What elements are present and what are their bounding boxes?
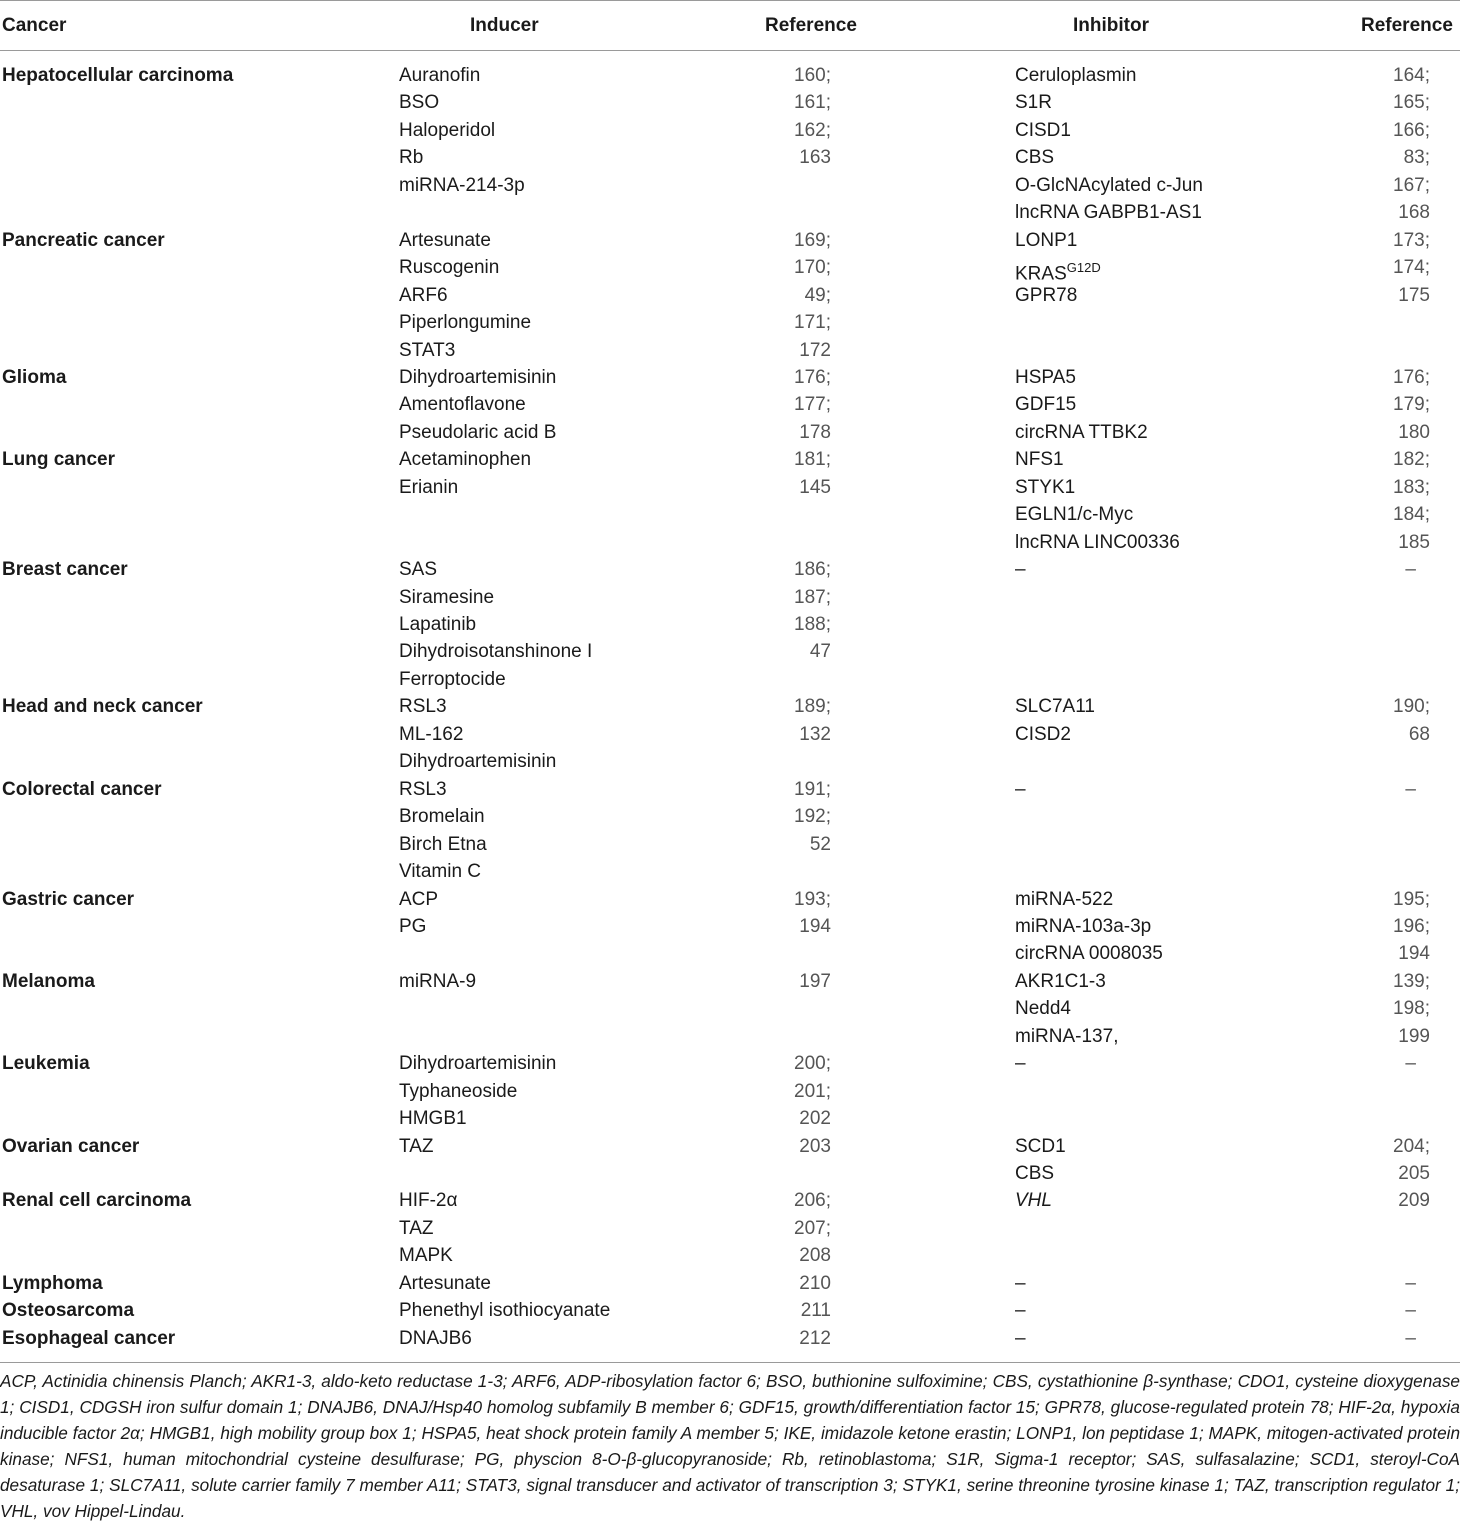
cancer-name: Renal cell carcinoma [2, 1190, 192, 1211]
inducer-name: miRNA-214-3p [399, 175, 525, 196]
inhibitor-reference: 168 [1398, 202, 1430, 223]
inducer-reference: 176; [794, 367, 831, 388]
header-inducer-reference: Reference [765, 15, 857, 36]
cancer-name: Ovarian cancer [2, 1136, 140, 1157]
inducer-name: PG [399, 916, 427, 937]
bottom-rule [0, 1362, 1460, 1363]
inducer-reference: 189; [794, 696, 831, 717]
inducer-reference: 178 [799, 422, 831, 443]
cancer-name: Head and neck cancer [2, 696, 203, 717]
inhibitor-name: GDF15 [1015, 394, 1077, 415]
inducer-name: Artesunate [399, 1273, 491, 1294]
header-inhibitor: Inhibitor [1073, 15, 1149, 36]
inhibitor-reference: 176; [1393, 367, 1430, 388]
cancer-name: Esophageal cancer [2, 1328, 176, 1349]
inducer-name: Lapatinib [399, 614, 477, 635]
inhibitor-name: VHL [1015, 1190, 1052, 1211]
inhibitor-reference: 180 [1398, 422, 1430, 443]
header-cancer: Cancer [2, 15, 67, 36]
inducer-reference: 188; [794, 614, 831, 635]
inhibitor-name: O-GlcNAcylated c-Jun [1015, 175, 1203, 196]
inducer-reference: 169; [794, 230, 831, 251]
inhibitor-name: miRNA-522 [1015, 889, 1114, 910]
cancer-name: Hepatocellular carcinoma [2, 65, 234, 86]
cancer-name: Gastric cancer [2, 889, 135, 910]
inducer-name: STAT3 [399, 340, 456, 361]
inducer-name: Dihydroisotanshinone I [399, 641, 593, 662]
inhibitor-name: EGLN1/c-Myc [1015, 504, 1134, 525]
inducer-name: Pseudolaric acid B [399, 422, 557, 443]
inhibitor-name: circRNA TTBK2 [1015, 422, 1148, 443]
inducer-name: Piperlongumine [399, 312, 532, 333]
inhibitor-reference: 167; [1393, 175, 1430, 196]
cancer-name: Lung cancer [2, 449, 115, 470]
inhibitor-reference: 209 [1398, 1190, 1430, 1211]
inducer-name: DNAJB6 [399, 1328, 472, 1349]
inducer-name: BSO [399, 92, 440, 113]
inducer-name: Amentoflavone [399, 394, 526, 415]
inducer-name: RSL3 [399, 696, 447, 717]
inhibitor-reference: 185 [1398, 532, 1430, 553]
inducer-reference: 181; [794, 449, 831, 470]
inducer-reference: 202 [799, 1108, 831, 1129]
inducer-name: Typhaneoside [399, 1081, 518, 1102]
inhibitor-reference: 190; [1393, 696, 1430, 717]
inducer-name: ACP [399, 889, 439, 910]
header-inhibitor-reference: Reference [1361, 15, 1453, 36]
inhibitor-name: CISD2 [1015, 724, 1071, 745]
inhibitor-reference: 195; [1393, 889, 1430, 910]
cancer-name: Leukemia [2, 1053, 90, 1074]
inducer-reference: 187; [794, 587, 831, 608]
inducer-reference: 210 [799, 1273, 831, 1294]
inhibitor-reference: 165; [1393, 92, 1430, 113]
inducer-reference: 211 [800, 1300, 831, 1321]
inducer-name: Acetaminophen [399, 449, 532, 470]
inhibitor-reference: 182; [1393, 449, 1430, 470]
inducer-reference: 171; [794, 312, 831, 333]
inhibitor-name: miRNA-103a-3p [1015, 916, 1152, 937]
inducer-reference: 160; [794, 65, 831, 86]
inducer-name: SAS [399, 559, 438, 580]
cancer-name: Melanoma [2, 971, 95, 992]
inducer-reference: 194 [799, 916, 831, 937]
inhibitor-reference: – [1405, 559, 1416, 580]
inhibitor-reference: – [1405, 779, 1416, 800]
cancer-name: Lymphoma [2, 1273, 103, 1294]
inducer-name: Phenethyl isothiocyanate [399, 1300, 611, 1321]
inducer-reference: 212 [799, 1328, 831, 1349]
inducer-name: miRNA-9 [399, 971, 477, 992]
inhibitor-name: circRNA 0008035 [1015, 943, 1163, 964]
inducer-name: Haloperidol [399, 120, 496, 141]
inducer-reference: 170; [794, 257, 831, 278]
inhibitor-name: CBS [1015, 1163, 1055, 1184]
inducer-reference: 191; [794, 779, 831, 800]
inducer-reference: 201; [794, 1081, 831, 1102]
inducer-reference: 208 [799, 1245, 831, 1266]
inhibitor-reference: 196; [1393, 916, 1430, 937]
inhibitor-name: GPR78 [1015, 285, 1078, 306]
inhibitor-reference: 183; [1393, 477, 1430, 498]
inducer-reference: 200; [794, 1053, 831, 1074]
inhibitor-name: – [1015, 1300, 1026, 1321]
inhibitor-name: miRNA-137, [1015, 1026, 1119, 1047]
inhibitor-name: – [1015, 1053, 1026, 1074]
inducer-name: Bromelain [399, 806, 485, 827]
inhibitor-reference: 166; [1393, 120, 1430, 141]
inhibitor-reference: 199 [1398, 1026, 1430, 1047]
inducer-reference: 206; [794, 1190, 831, 1211]
inducer-name: ML-162 [399, 724, 464, 745]
inhibitor-reference: – [1405, 1300, 1416, 1321]
cancer-name: Osteosarcoma [2, 1300, 135, 1321]
inducer-reference: 193; [794, 889, 831, 910]
header-inducer: Inducer [470, 15, 539, 36]
table-footnote: ACP, Actinidia chinensis Planch; AKR1-3, aldo-keto reductase 1-3; ARF6, ADP-ribosylation factor 6; BSO, buthionine sulfoximine; CBS, cystathionine β-synthase; CDO1, cysteine dioxygenase 1; CISD1, CDGSH iron sulfur domain 1; DNAJB6, DNAJ/Hsp40 homolog subfamily B member 6; GDF15, growth/differentiation factor 15; GPR78, glucose-regulated protein 78; HIF-2α, hypoxia inducible factor 2α; HMGB1, high mobility group box 1; HSPA5, heat shock protein family A member 5; IKE, imidazole ketone erastin; LONP1, lon peptidase 1; MAPK, mitogen-activated protein kinase; NFS1, human mitochondrial cysteine desulfurase; PG, physcion 8-O-β-glucopyranoside; Rb, retinoblastoma; S1R, Sigma-1 receptor; SAS, sulfasalazine; SCD1, steroyl-CoA desaturase 1; SLC7A11, solute carrier family 7 member A11; STAT3, signal transducer and activator of transcription 3; STYK1, serine threonine tyrosine kinase 1; TAZ, transcription regulator 1; VHL, vov Hippel-Lindau. [0, 1371, 1460, 1521]
inducer-name: Artesunate [399, 230, 491, 251]
inducer-reference: 161; [794, 92, 831, 113]
inducer-name: HIF-2α [399, 1190, 458, 1211]
inhibitor-name: – [1015, 559, 1026, 580]
inducer-reference: 172 [799, 340, 831, 361]
inducer-name: TAZ [399, 1218, 434, 1239]
inducer-reference: 186; [794, 559, 831, 580]
inhibitor-reference: 164; [1393, 65, 1430, 86]
inducer-reference: 207; [794, 1218, 831, 1239]
inducer-reference: 197 [799, 971, 831, 992]
cancer-name: Colorectal cancer [2, 779, 162, 800]
inducer-name: Ferroptocide [399, 669, 506, 690]
inducer-reference: 52 [809, 834, 831, 855]
inducer-name: Vitamin C [399, 861, 482, 882]
inhibitor-name: LONP1 [1015, 230, 1078, 251]
inhibitor-name: Nedd4 [1015, 998, 1071, 1019]
inhibitor-reference: 139; [1393, 971, 1430, 992]
inducer-name: Dihydroartemisinin [399, 1053, 557, 1074]
inhibitor-name: NFS1 [1015, 449, 1064, 470]
inhibitor-reference: 194 [1398, 943, 1430, 964]
inducer-name: Siramesine [399, 587, 495, 608]
inhibitor-name [1015, 256, 1101, 286]
cancer-name: Breast cancer [2, 559, 128, 580]
header-rule [0, 50, 1460, 51]
inducer-name: Rb [399, 147, 424, 168]
inhibitor-name: Ceruloplasmin [1015, 65, 1137, 86]
inhibitor-reference: 205 [1398, 1163, 1430, 1184]
inducer-reference: 162; [794, 120, 831, 141]
cancer-name: Pancreatic cancer [2, 230, 165, 251]
inhibitor-reference: 204; [1393, 1136, 1430, 1157]
inhibitor-reference: 175 [1398, 285, 1430, 306]
inhibitor-name: – [1015, 779, 1026, 800]
inducer-name: HMGB1 [399, 1108, 467, 1129]
inducer-reference: 203 [799, 1136, 831, 1157]
inhibitor-reference: – [1405, 1328, 1416, 1349]
inhibitor-name: lncRNA GABPB1-AS1 [1015, 202, 1202, 223]
inhibitor-name: lncRNA LINC00336 [1015, 532, 1180, 553]
inhibitor-name: CISD1 [1015, 120, 1071, 141]
inhibitor-name: CBS [1015, 147, 1055, 168]
inhibitor-reference: 179; [1393, 394, 1430, 415]
inducer-reference: 192; [794, 806, 831, 827]
inducer-name: MAPK [399, 1245, 453, 1266]
inhibitor-name: AKR1C1-3 [1015, 971, 1106, 992]
inducer-name: Dihydroartemisinin [399, 751, 557, 772]
inducer-reference: 163 [799, 147, 831, 168]
inducer-reference: 49; [804, 285, 831, 306]
inhibitor-name: STYK1 [1015, 477, 1076, 498]
inhibitor-reference: – [1405, 1273, 1416, 1294]
inhibitor-reference: – [1405, 1053, 1416, 1074]
inhibitor-superscript: G12D [1066, 260, 1101, 275]
inducer-name: Ruscogenin [399, 257, 500, 278]
inhibitor-base: KRAS [1015, 263, 1067, 285]
inducer-reference: 177; [794, 394, 831, 415]
inhibitor-name: SLC7A11 [1015, 696, 1095, 717]
inducer-reference: 132 [799, 724, 831, 745]
inhibitor-name: SCD1 [1015, 1136, 1066, 1157]
inhibitor-reference: 174; [1393, 257, 1430, 278]
inhibitor-reference: 68 [1408, 724, 1430, 745]
inducer-name: Erianin [399, 477, 459, 498]
cancer-name: Glioma [2, 367, 67, 388]
inhibitor-reference: 184; [1393, 504, 1430, 525]
inhibitor-name: – [1015, 1273, 1026, 1294]
inhibitor-name: HSPA5 [1015, 367, 1076, 388]
inhibitor-reference: 198; [1393, 998, 1430, 1019]
top-rule [0, 0, 1460, 1]
inhibitor-name: – [1015, 1328, 1026, 1349]
inducer-name: Auranofin [399, 65, 481, 86]
inducer-name: Dihydroartemisinin [399, 367, 557, 388]
inhibitor-name: S1R [1015, 92, 1052, 113]
inducer-name: TAZ [399, 1136, 434, 1157]
inducer-name: Birch Etna [399, 834, 487, 855]
inhibitor-reference: 83; [1403, 147, 1430, 168]
inducer-reference: 145 [799, 477, 831, 498]
inducer-name: RSL3 [399, 779, 447, 800]
inhibitor-reference: 173; [1393, 230, 1430, 251]
inducer-reference: 47 [809, 641, 831, 662]
inducer-name: ARF6 [399, 285, 448, 306]
